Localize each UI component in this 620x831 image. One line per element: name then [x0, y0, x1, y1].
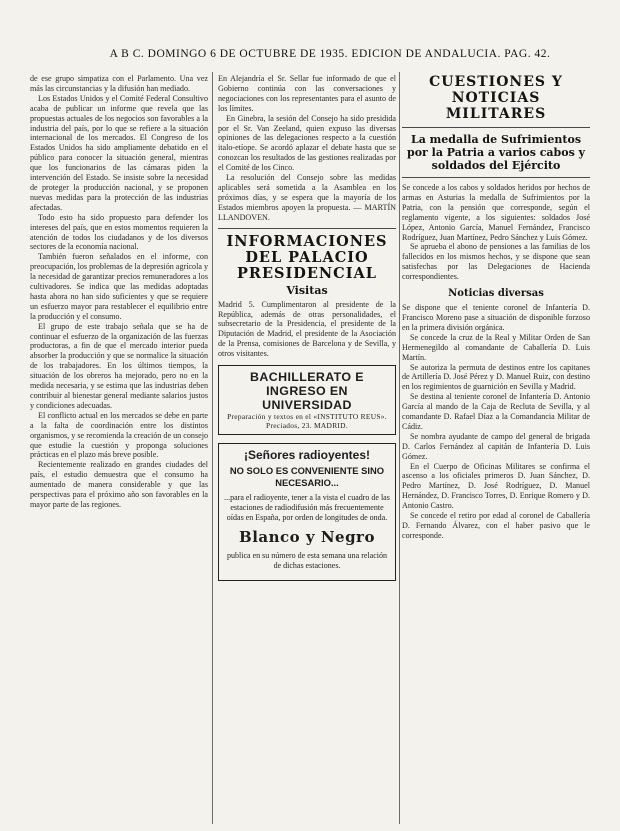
ad-title: BACHILLERATO E INGRESO EN UNIVERSIDAD: [250, 370, 364, 413]
column-2: [218, 74, 396, 824]
subheadline: Visitas: [286, 283, 328, 297]
advertisement-radio: [218, 443, 396, 581]
advertisement-bachillerato: [218, 365, 396, 435]
article-headline: La medalla de Sufrimientos por la Patria a varios cabos y soldados del Ejército: [407, 133, 585, 172]
article-paragraph: Todo esto ha sido propuesto para defender los intereses del país, que en estos momentos requieren la atención de todos los ciudadanos y de los diversos sectores de la economía nacional.: [30, 212, 208, 252]
article-paragraph: Se autoriza la permuta de destinos entre los capitanes de Artillería D. José Pérez y D. Manuel Ruiz, con destino en los regimientos de guarnición en Sevilla y Madrid.: [402, 362, 590, 392]
ad-subheadline: NO SOLO ES CONVENIENTE SINO NECESARIO...: [229, 465, 385, 488]
ad-body: Preparación y textos en el «INSTITUTO REUS». Preciados, 23. MADRID.: [227, 412, 387, 431]
column-divider: [399, 72, 400, 824]
article-paragraph: Se destina al teniente coronel de Infantería D. Antonio García al mando de la Caja de Recluta de Sevilla, y al comandante D. Rafael Díaz a la Comandancia Militar de Cádiz.: [402, 392, 590, 431]
article-paragraph: Madrid 5. Cumplimentaron al presidente de la República, además de otras personalidades, el subsecretario de la Presidencia, el presidente de la Diputación de Madrid, el presidente de la Asociación de la Prensa, comisiones de Barcelona y de Sevilla, y otros visitantes.: [218, 299, 396, 359]
article-paragraph: Se dispone que el teniente coronel de Infantería D. Francisco Moreno pase a situación de disponible forzoso en la primera división orgánica.: [402, 303, 590, 332]
article-paragraph: Los Estados Unidos y el Comité Federal Consultivo acaba de publicar un informe que revela que las propuestas actuales de los negocios son favorables a la industria del país, por lo que se refiere a la situación internacional de los mercados. El Congreso de los Estados Unidos ha sido ampliamente debatido en el público para conocer la situación general, mientras que los funcionarios de las cámaras piden la intervención del Estado. Se insiste sobre la necesidad de proteger la producción nacional, y se proponen nuevas medidas para la protección de las industrias afectadas.: [30, 93, 208, 212]
section-rule: [402, 177, 590, 178]
article-paragraph: También fueron señalados en el informe, con preocupación, los problemas de la depresión agrícola y la necesidad de garantizar precios remuneradores a los cultivadores. Se indica que las medidas adoptadas hasta ahora no han sido suficientes y que se requiere un esfuerzo mayor para restablecer el equilibrio entre la producción y el consumo.: [30, 252, 208, 321]
article-paragraph: En Ginebra, la sesión del Consejo ha sido presidida por el Sr. Van Zeeland, quien expuso las diversas opiniones de las delegaciones respecto a la cuestión italo-etíope. Se acordó aplazar el debate hasta que se conozcan los resultados de las gestiones realizadas por el Comité de los Cinco.: [218, 113, 396, 173]
ad-copy: ...para el radioyente, tener a la vista el cuadro de las estaciones de radiodifusión más frecuentemente oídas en España, por orden de longitudes de onda.: [224, 493, 390, 522]
article-paragraph: En Alejandría el Sr. Sellar fue informado de que el Gobierno continúa con las conversaciones y negociaciones con los representantes para el asunto de los límites.: [218, 74, 396, 113]
column-divider: [212, 72, 213, 824]
section-rule: [402, 127, 590, 128]
article-paragraph: En el Cuerpo de Oficinas Militares se confirma el ascenso a los oficiales primeros D. Juan Sánchez, D. Pedro Martínez, D. José Rodríguez, D. Manuel Hernández, D. Francisco Torres, D. Enrique Romero y D. Antonio Castro.: [402, 461, 590, 511]
article-paragraph: El conflicto actual en los mercados se debe en parte a la falta de coordinación entre los distintos organismos, y se recomienda la creación de un consejo que estudie la cuestión y proponga soluciones prácticas en el plazo más breve posible.: [30, 410, 208, 460]
section-rule: [218, 228, 396, 229]
ad-headline: ¡Señores radioyentes!: [243, 448, 371, 463]
column-1: [30, 74, 208, 824]
article-paragraph: Se concede el retiro por edad al coronel de Caballería D. Fernando Álvarez, con el haber pasivo que le corresponde.: [402, 511, 590, 540]
article-paragraph: Se concede a los cabos y soldados heridos por hechos de armas en Asturias la medalla de Sufrimientos por la Patria, con la pensión que corresponde, según el reglamento vigente, a los siguientes: soldados José López, Antonio García, Manuel Fernández, Francisco Rodríguez, Juan Martínez, Pedro Sánchez y Luis Gómez.: [402, 183, 590, 242]
ad-footer: publica en su número de esta semana una relación de dichas estaciones.: [227, 551, 387, 571]
article-paragraph: Se concede la cruz de la Real y Militar Orden de San Hermenegildo al comandante de Caballería D. Luis Martín.: [402, 332, 590, 362]
article-paragraph: El grupo de este trabajo señala que se ha de continuar el esfuerzo de la organización de las fuerzas productoras, a fin de que el mercado interior pueda absorber la producción y que se normalice la situación de los trabajadores. En los últimos tiempos, la situación de los obreros ha mejorado, pero no en la medida necesaria, y se estima que las industrias deben contribuir al bienestar general mediante salarios justos y condiciones adecuadas.: [30, 321, 208, 410]
article-paragraph: Recientemente realizado en grandes ciudades del país, el estudio demuestra que el consumo ha aumentado de manera considerable y que las perspectivas para el próximo año son favorables en la mayor parte de las regiones.: [30, 460, 208, 509]
section-headline: CUESTIONES Y NOTICIAS MILITARES: [429, 74, 563, 122]
article-paragraph: Se nombra ayudante de campo del general de brigada D. Carlos Fernández al capitán de Infantería D. Luis Gómez.: [402, 431, 590, 461]
article-paragraph: La resolución del Consejo sobre las medidas aplicables será sometida a la Asamblea en los próximos días, y se espera que la mayoría de los Estados miembros apoyen la propuesta. — MARTÍN LLANDOVEN.: [218, 173, 396, 222]
article-headline: Noticias diversas: [448, 288, 544, 300]
running-head: A B C. DOMINGO 6 DE OCTUBRE DE 1935. EDICION DE ANDALUCIA. PAG. 42.: [109, 48, 551, 60]
column-3: [402, 74, 590, 824]
ad-brand: Blanco y Negro: [239, 528, 375, 547]
article-paragraph: Se aprueba el abono de pensiones a las familias de los fallecidos en los mismos hechos, y se dispone que sean satisfechas por las Delegaciones de Hacienda correspondientes.: [402, 242, 590, 282]
section-headline: INFORMACIONES DEL PALACIO PRESIDENCIAL: [226, 232, 388, 282]
article-paragraph: de ese grupo simpatiza con el Parlamento. Una vez más las circunstancias y la difusión han mediado.: [30, 74, 208, 93]
